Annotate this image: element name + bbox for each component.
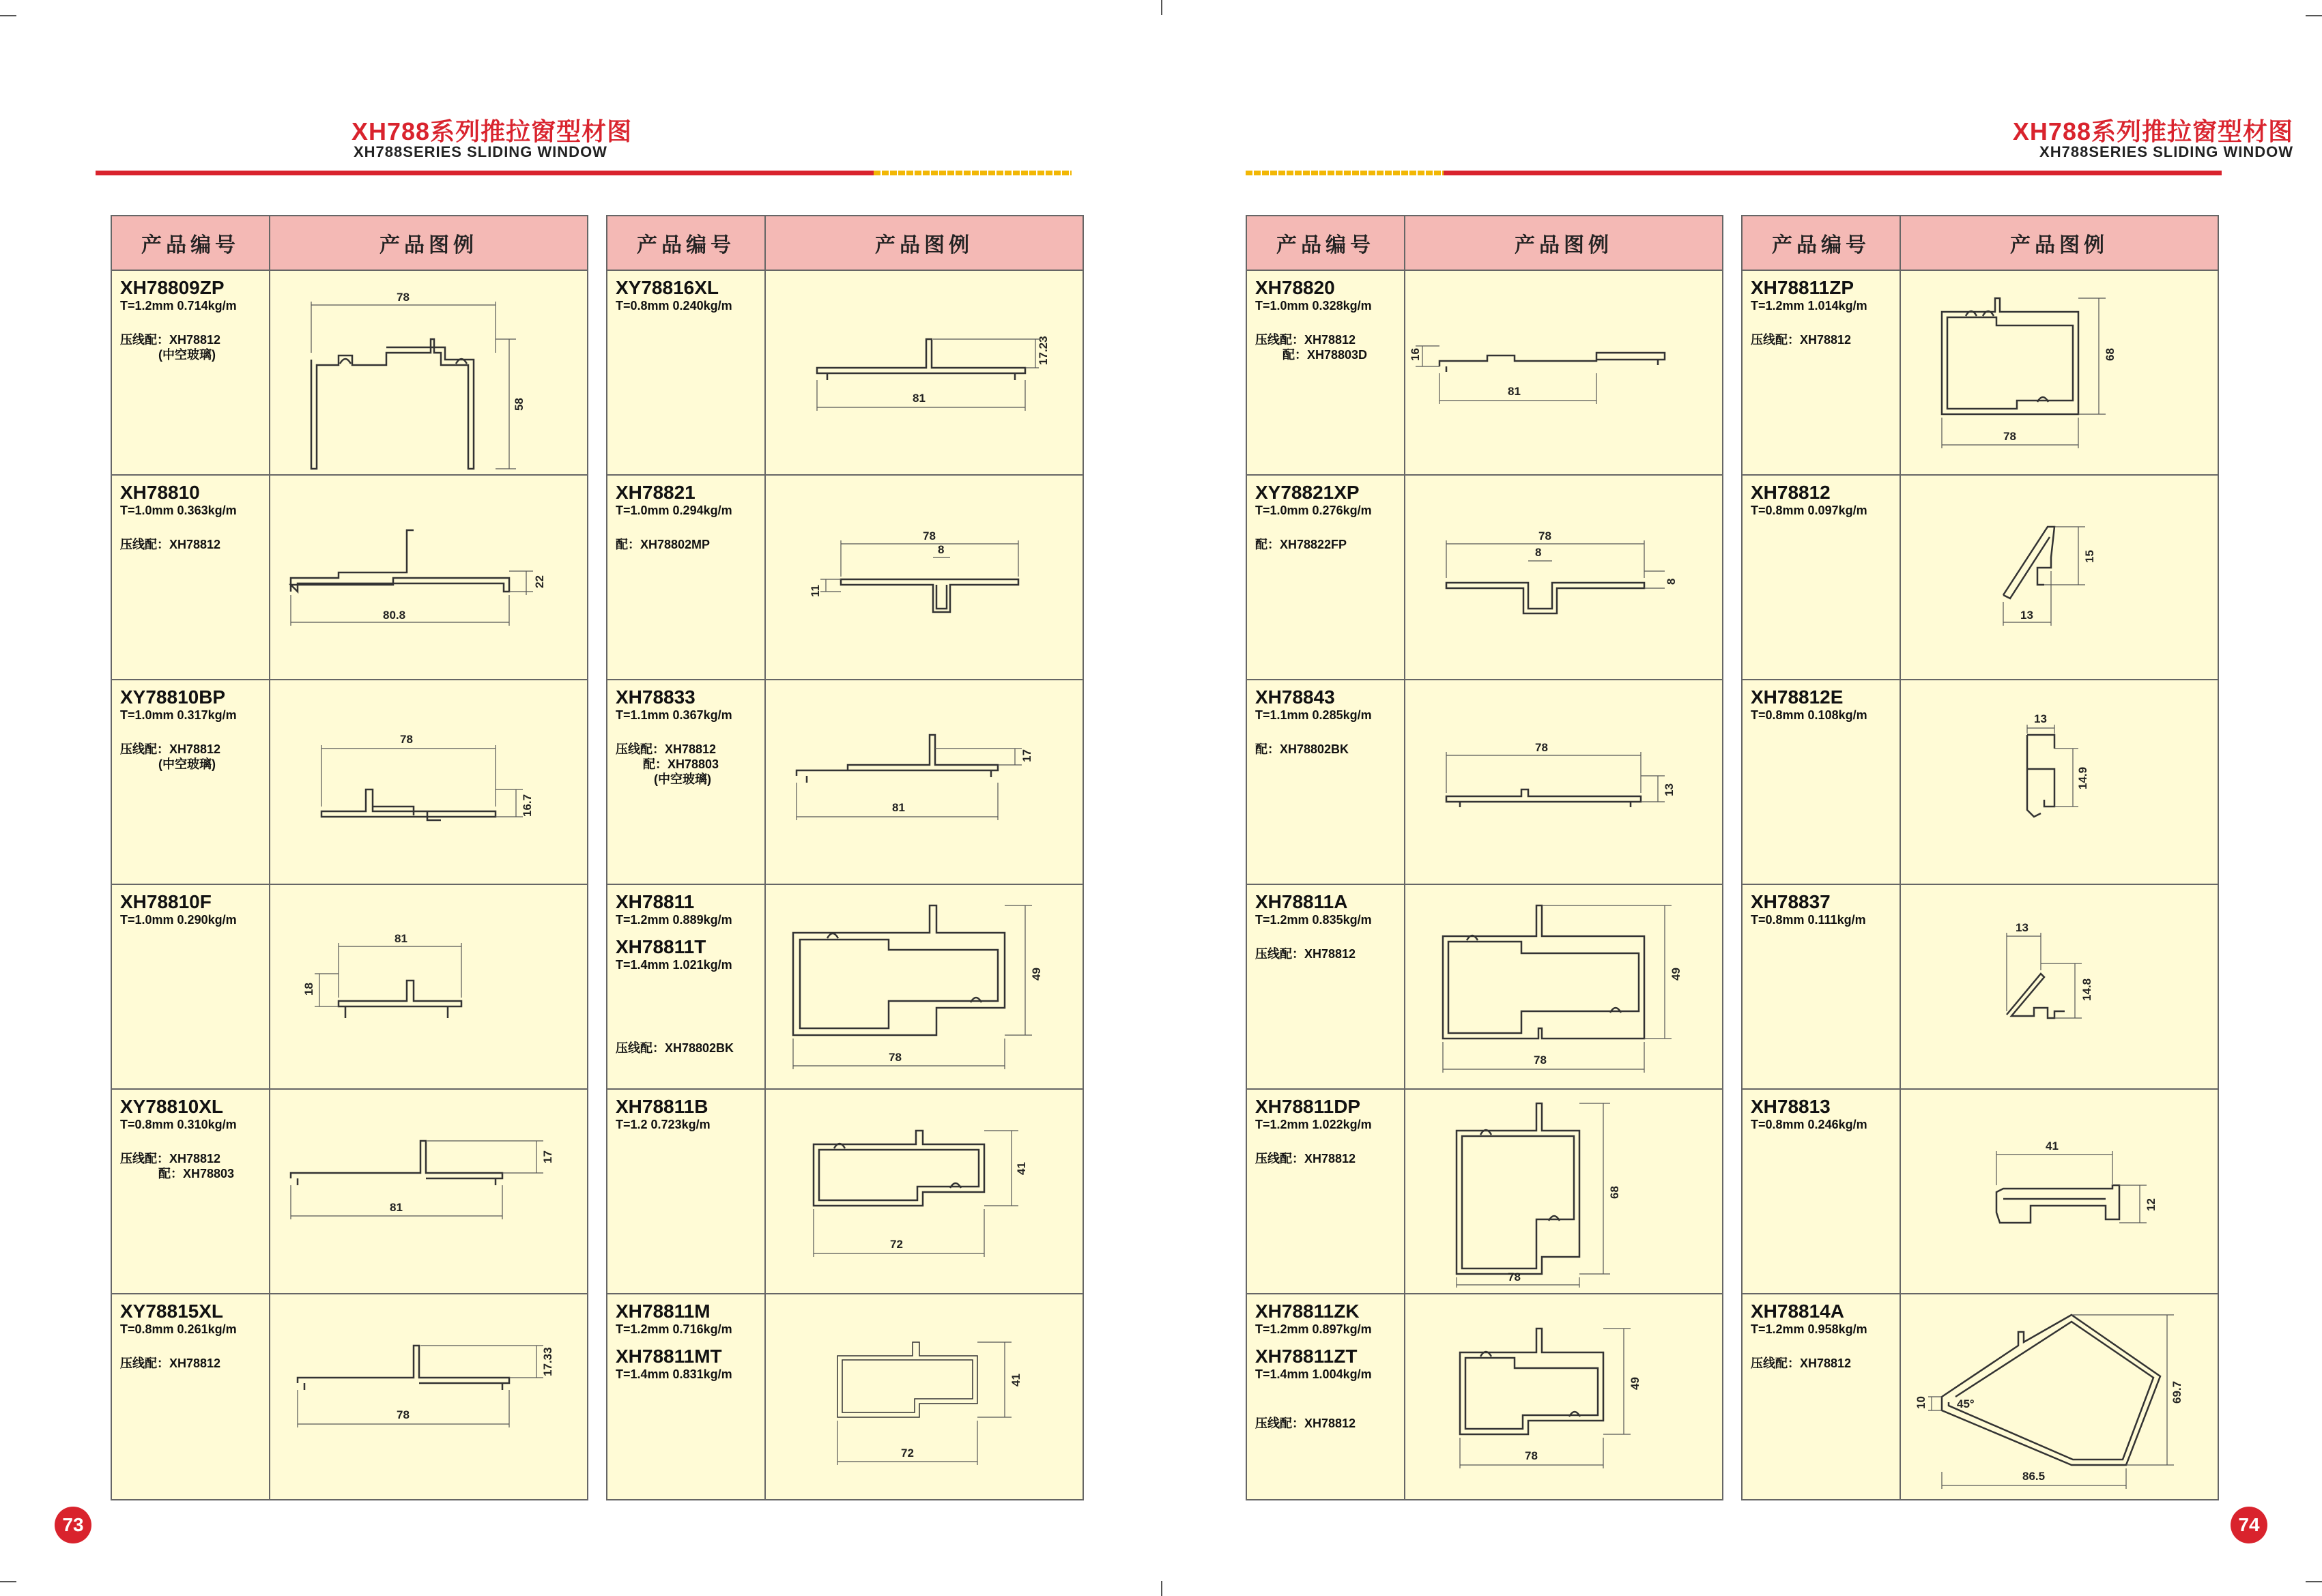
dim-height: 69.7 (2170, 1380, 2183, 1404)
table-row (1247, 885, 1722, 1090)
dim-width: 78 (397, 291, 410, 304)
code-cell (1247, 476, 1405, 679)
header-figure: 产品图例 (875, 234, 973, 257)
dim-height: 41 (1015, 1162, 1028, 1175)
code-cell (607, 1294, 766, 1499)
table-row (1247, 476, 1722, 680)
table-row (1743, 885, 2218, 1090)
dim-width: 81 (390, 1201, 403, 1214)
dim-width: 86.5 (2022, 1470, 2046, 1483)
dim-height: 22 (533, 575, 546, 588)
dim-width: 81 (1508, 385, 1521, 398)
header-rule-gold (874, 171, 1072, 175)
dim-width: 78 (1534, 1054, 1547, 1067)
product-spec: T=0.8mm 0.097kg/m (1751, 504, 1867, 517)
table-row (607, 680, 1083, 885)
product-spec: T=0.8mm 0.108kg/m (1751, 708, 1867, 722)
dim-height: 14.9 (2076, 766, 2089, 789)
product-note: 配：XH78802MP (616, 538, 711, 551)
header-figure: 产品图例 (2010, 234, 2108, 257)
product-spec-alt: T=1.4mm 1.004kg/m (1255, 1367, 1372, 1381)
dim-height: 12 (2145, 1198, 2158, 1211)
dim-height: 58 (513, 398, 526, 411)
code-cell (1743, 476, 1901, 679)
code-cell (607, 476, 766, 679)
table-row (112, 1090, 587, 1294)
page-title-cn: XH788系列推拉窗型材图 (352, 117, 633, 145)
dim-height: 11 (809, 585, 822, 597)
dim-height: 17 (1020, 749, 1033, 762)
product-code: XH78811M (616, 1301, 711, 1322)
code-cell (1743, 1090, 1901, 1293)
table-row (1247, 271, 1722, 476)
table-row (1247, 1294, 1722, 1499)
dim-height: 13 (1663, 783, 1676, 796)
product-spec: T=1.0mm 0.328kg/m (1255, 299, 1372, 313)
code-cell (1743, 680, 1901, 884)
dim-height: 68 (1608, 1186, 1621, 1199)
table-header (1247, 216, 1722, 271)
dim-width: 13 (2020, 609, 2033, 622)
profile-figure (1405, 476, 1722, 679)
dim-inner: 8 (1535, 546, 1542, 559)
table-row (1743, 1090, 2218, 1294)
profile-figure (270, 476, 587, 679)
profile-table-4 (1741, 215, 2219, 1500)
dim-width: 78 (889, 1051, 902, 1064)
page-number: 73 (55, 1507, 91, 1543)
table-row (112, 680, 587, 885)
product-spec: T=1.0mm 0.363kg/m (120, 504, 237, 517)
product-spec: T=0.8mm 0.246kg/m (1751, 1118, 1867, 1131)
profile-table-2 (606, 215, 1084, 1500)
table-row (607, 885, 1083, 1090)
product-spec: T=1.1mm 0.285kg/m (1255, 708, 1372, 722)
product-code: XH78810F (120, 891, 212, 912)
code-cell (1743, 885, 1901, 1088)
code-cell (112, 271, 270, 474)
dim-height: 49 (1030, 968, 1043, 981)
code-cell (1247, 885, 1405, 1088)
product-code: XY78816XL (616, 277, 719, 298)
dim-width: 78 (397, 1408, 410, 1421)
dim-width: 78 (1535, 741, 1548, 754)
product-spec: T=1.2mm 0.716kg/m (616, 1322, 732, 1336)
product-spec-alt: T=1.4mm 0.831kg/m (616, 1367, 732, 1381)
dim-height: 18 (302, 983, 315, 996)
product-code: XH78811DP (1255, 1096, 1361, 1117)
code-cell (607, 271, 766, 474)
dim-height: 15 (2083, 550, 2096, 563)
table-row (112, 1294, 587, 1499)
code-cell (112, 476, 270, 679)
header-rule (1444, 171, 2222, 175)
product-spec: T=1.0mm 0.290kg/m (120, 913, 237, 927)
profile-table-1 (111, 215, 588, 1500)
product-spec: T=1.2mm 0.958kg/m (1751, 1322, 1867, 1336)
dim-height: 17.23 (1037, 336, 1050, 365)
code-cell (1247, 680, 1405, 884)
product-note: 配：XH78803 (158, 1167, 235, 1180)
dim-width: 81 (913, 392, 926, 405)
profile-figure (270, 1090, 587, 1293)
dim-width: 78 (1538, 529, 1551, 542)
product-spec: T=1.2 0.723kg/m (616, 1118, 711, 1131)
product-note: 压线配：XH78812 (616, 742, 717, 756)
product-code: XY78821XP (1255, 482, 1360, 503)
product-note: 压线配：XH78812 (120, 333, 221, 347)
product-spec-alt: T=1.4mm 1.021kg/m (616, 958, 732, 972)
header-code: 产品编号 (1247, 216, 1405, 270)
product-code: XH78837 (1751, 891, 1831, 912)
product-code: XH78812E (1751, 686, 1844, 708)
table-header (607, 216, 1083, 271)
product-code: XH78811ZP (1751, 277, 1854, 298)
table-row (607, 271, 1083, 476)
dim-width: 13 (2016, 921, 2029, 934)
dim-width: 78 (1525, 1449, 1538, 1462)
product-note: 压线配：XH78812 (1255, 947, 1356, 961)
table-row (112, 885, 587, 1090)
profile-figure (1405, 885, 1722, 1088)
product-note: 压线配：XH78812 (120, 1152, 221, 1165)
dim-height: 17.33 (541, 1347, 554, 1376)
product-note: (中空玻璃) (158, 757, 216, 771)
product-note: 压线配：XH78812 (1255, 1417, 1356, 1430)
product-spec: T=1.0mm 0.294kg/m (616, 504, 732, 517)
code-cell (1247, 1090, 1405, 1293)
product-note: 压线配：XH78802BK (616, 1041, 734, 1055)
product-note: 压线配：XH78812 (120, 742, 221, 756)
product-code-alt: XH78811ZT (1255, 1346, 1358, 1367)
dim-width: 78 (400, 733, 413, 746)
product-code-alt: XH78811T (616, 936, 706, 957)
profile-figure (1405, 1090, 1722, 1293)
profile-figure (766, 1294, 1083, 1499)
dim-width: 41 (2046, 1140, 2059, 1152)
header-figure: 产品图例 (1515, 234, 1613, 257)
profile-figure (270, 885, 587, 1088)
product-code: XH78810 (120, 482, 200, 503)
table-header (112, 216, 587, 271)
profile-figure (1901, 1090, 2218, 1293)
product-code: XH78811B (616, 1096, 708, 1117)
dim-width: 80.8 (383, 609, 406, 622)
header-rule (96, 171, 874, 175)
profile-figure (1901, 476, 2218, 679)
dim-height: 8 (1665, 578, 1678, 585)
product-code: XH78833 (616, 686, 696, 708)
profile-figure (1405, 271, 1722, 474)
dim-height: 16.7 (521, 794, 534, 817)
profile-figure (766, 476, 1083, 679)
code-cell (1743, 1294, 1901, 1499)
product-code: XH78811 (616, 891, 695, 912)
product-code: XY78815XL (120, 1301, 223, 1322)
product-spec: T=1.0mm 0.317kg/m (120, 708, 237, 722)
product-spec: T=1.2mm 0.897kg/m (1255, 1322, 1372, 1336)
product-code: XH78843 (1255, 686, 1335, 708)
dim-height: 41 (1009, 1374, 1022, 1387)
page-title-cn: XH788系列推拉窗型材图 (2012, 117, 2293, 145)
header-figure: 产品图例 (379, 234, 478, 257)
code-cell (112, 1294, 270, 1499)
page-number: 74 (2231, 1507, 2267, 1543)
product-note: (中空玻璃) (158, 348, 216, 362)
table-row (1247, 680, 1722, 885)
profile-figure (766, 885, 1083, 1088)
product-code: XH78821 (616, 482, 696, 503)
header-code: 产品编号 (1743, 216, 1901, 270)
code-cell (607, 680, 766, 884)
page-title-en: XH788SERIES SLIDING WINDOW (354, 143, 607, 160)
dim-lip: 10 (1915, 1396, 1927, 1409)
product-spec: T=1.2mm 0.889kg/m (616, 913, 732, 927)
header-code: 产品编号 (607, 216, 766, 270)
dim-width: 81 (892, 801, 905, 814)
product-code: XY78810XL (120, 1096, 223, 1117)
product-spec: T=1.2mm 1.014kg/m (1751, 299, 1867, 313)
product-note: 配：XH78802BK (1255, 742, 1349, 756)
product-code: XH78811ZK (1255, 1301, 1360, 1322)
product-spec: T=0.8mm 0.261kg/m (120, 1322, 237, 1336)
product-spec: T=0.8mm 0.310kg/m (120, 1118, 237, 1131)
product-code: XH78812 (1751, 482, 1831, 503)
product-code: XH78814A (1751, 1301, 1844, 1322)
dim-width: 13 (2034, 712, 2047, 725)
profile-figure (766, 680, 1083, 884)
product-spec: T=1.0mm 0.276kg/m (1255, 504, 1372, 517)
dim-height: 14.8 (2080, 978, 2093, 1001)
table-row (607, 1090, 1083, 1294)
table-row (112, 271, 587, 476)
profile-figure (766, 271, 1083, 474)
product-note: 压线配：XH78812 (120, 538, 221, 551)
dim-width: 72 (901, 1447, 914, 1460)
profile-figure (1901, 271, 2218, 474)
profile-figure (766, 1090, 1083, 1293)
dim-height: 16 (1409, 348, 1422, 361)
profile-figure (1405, 1294, 1722, 1499)
product-code: XH78811A (1255, 891, 1348, 912)
profile-table-3 (1246, 215, 1723, 1500)
product-spec: T=1.2mm 1.022kg/m (1255, 1118, 1372, 1131)
dim-height: 17 (541, 1150, 554, 1163)
table-row (607, 1294, 1083, 1499)
code-cell (112, 1090, 270, 1293)
product-spec: T=0.8mm 0.240kg/m (616, 299, 732, 313)
product-code: XY78810BP (120, 686, 226, 708)
dim-height: 68 (2104, 348, 2117, 361)
dim-inner: 8 (938, 543, 945, 556)
code-cell (607, 885, 766, 1088)
product-note: 压线配：XH78812 (120, 1356, 221, 1370)
code-cell (1247, 1294, 1405, 1499)
code-cell (607, 1090, 766, 1293)
product-spec: T=1.1mm 0.367kg/m (616, 708, 732, 722)
product-note: 压线配：XH78812 (1751, 1356, 1852, 1370)
profile-figure (1901, 1294, 2218, 1499)
table-row (607, 476, 1083, 680)
product-note: 压线配：XH78812 (1255, 333, 1356, 347)
profile-figure (1405, 680, 1722, 884)
table-header (1743, 216, 2218, 271)
dim-width: 78 (2003, 430, 2016, 443)
table-row (1247, 1090, 1722, 1294)
product-spec: T=0.8mm 0.111kg/m (1751, 913, 1866, 927)
table-row (1743, 271, 2218, 476)
product-note: 压线配：XH78812 (1751, 333, 1852, 347)
product-note: 配：XH78803D (1282, 348, 1368, 362)
profile-figure (270, 271, 587, 474)
dim-angle: 45° (1957, 1397, 1975, 1410)
profile-figure (270, 1294, 587, 1499)
dim-width: 81 (395, 932, 407, 945)
product-code: XH78809ZP (120, 277, 225, 298)
dim-width: 78 (1508, 1271, 1521, 1283)
product-note: 压线配：XH78812 (1255, 1152, 1356, 1165)
table-row (1743, 476, 2218, 680)
product-code-alt: XH78811MT (616, 1346, 722, 1367)
product-spec: T=1.2mm 0.714kg/m (120, 299, 237, 313)
right-page (1161, 0, 2322, 1596)
code-cell (1743, 271, 1901, 474)
profile-figure (1901, 885, 2218, 1088)
product-note: (中空玻璃) (654, 772, 711, 786)
dim-width: 72 (890, 1238, 903, 1251)
table-row (112, 476, 587, 680)
table-row (1743, 680, 2218, 885)
dim-height: 49 (1669, 968, 1682, 981)
dim-width: 78 (923, 529, 936, 542)
product-code: XH78813 (1751, 1096, 1831, 1117)
code-cell (112, 885, 270, 1088)
product-spec: T=1.2mm 0.835kg/m (1255, 913, 1372, 927)
code-cell (1247, 271, 1405, 474)
header-code: 产品编号 (112, 216, 270, 270)
product-note: 配：XH78803 (643, 757, 719, 771)
table-row (1743, 1294, 2218, 1499)
product-note: 配：XH78822FP (1255, 538, 1347, 551)
dim-height: 49 (1629, 1377, 1642, 1390)
product-code: XH78820 (1255, 277, 1335, 298)
code-cell (112, 680, 270, 884)
profile-figure (270, 680, 587, 884)
page-title-en: XH788SERIES SLIDING WINDOW (2039, 143, 2293, 160)
header-rule-gold (1246, 171, 1444, 175)
profile-figure (1901, 680, 2218, 884)
